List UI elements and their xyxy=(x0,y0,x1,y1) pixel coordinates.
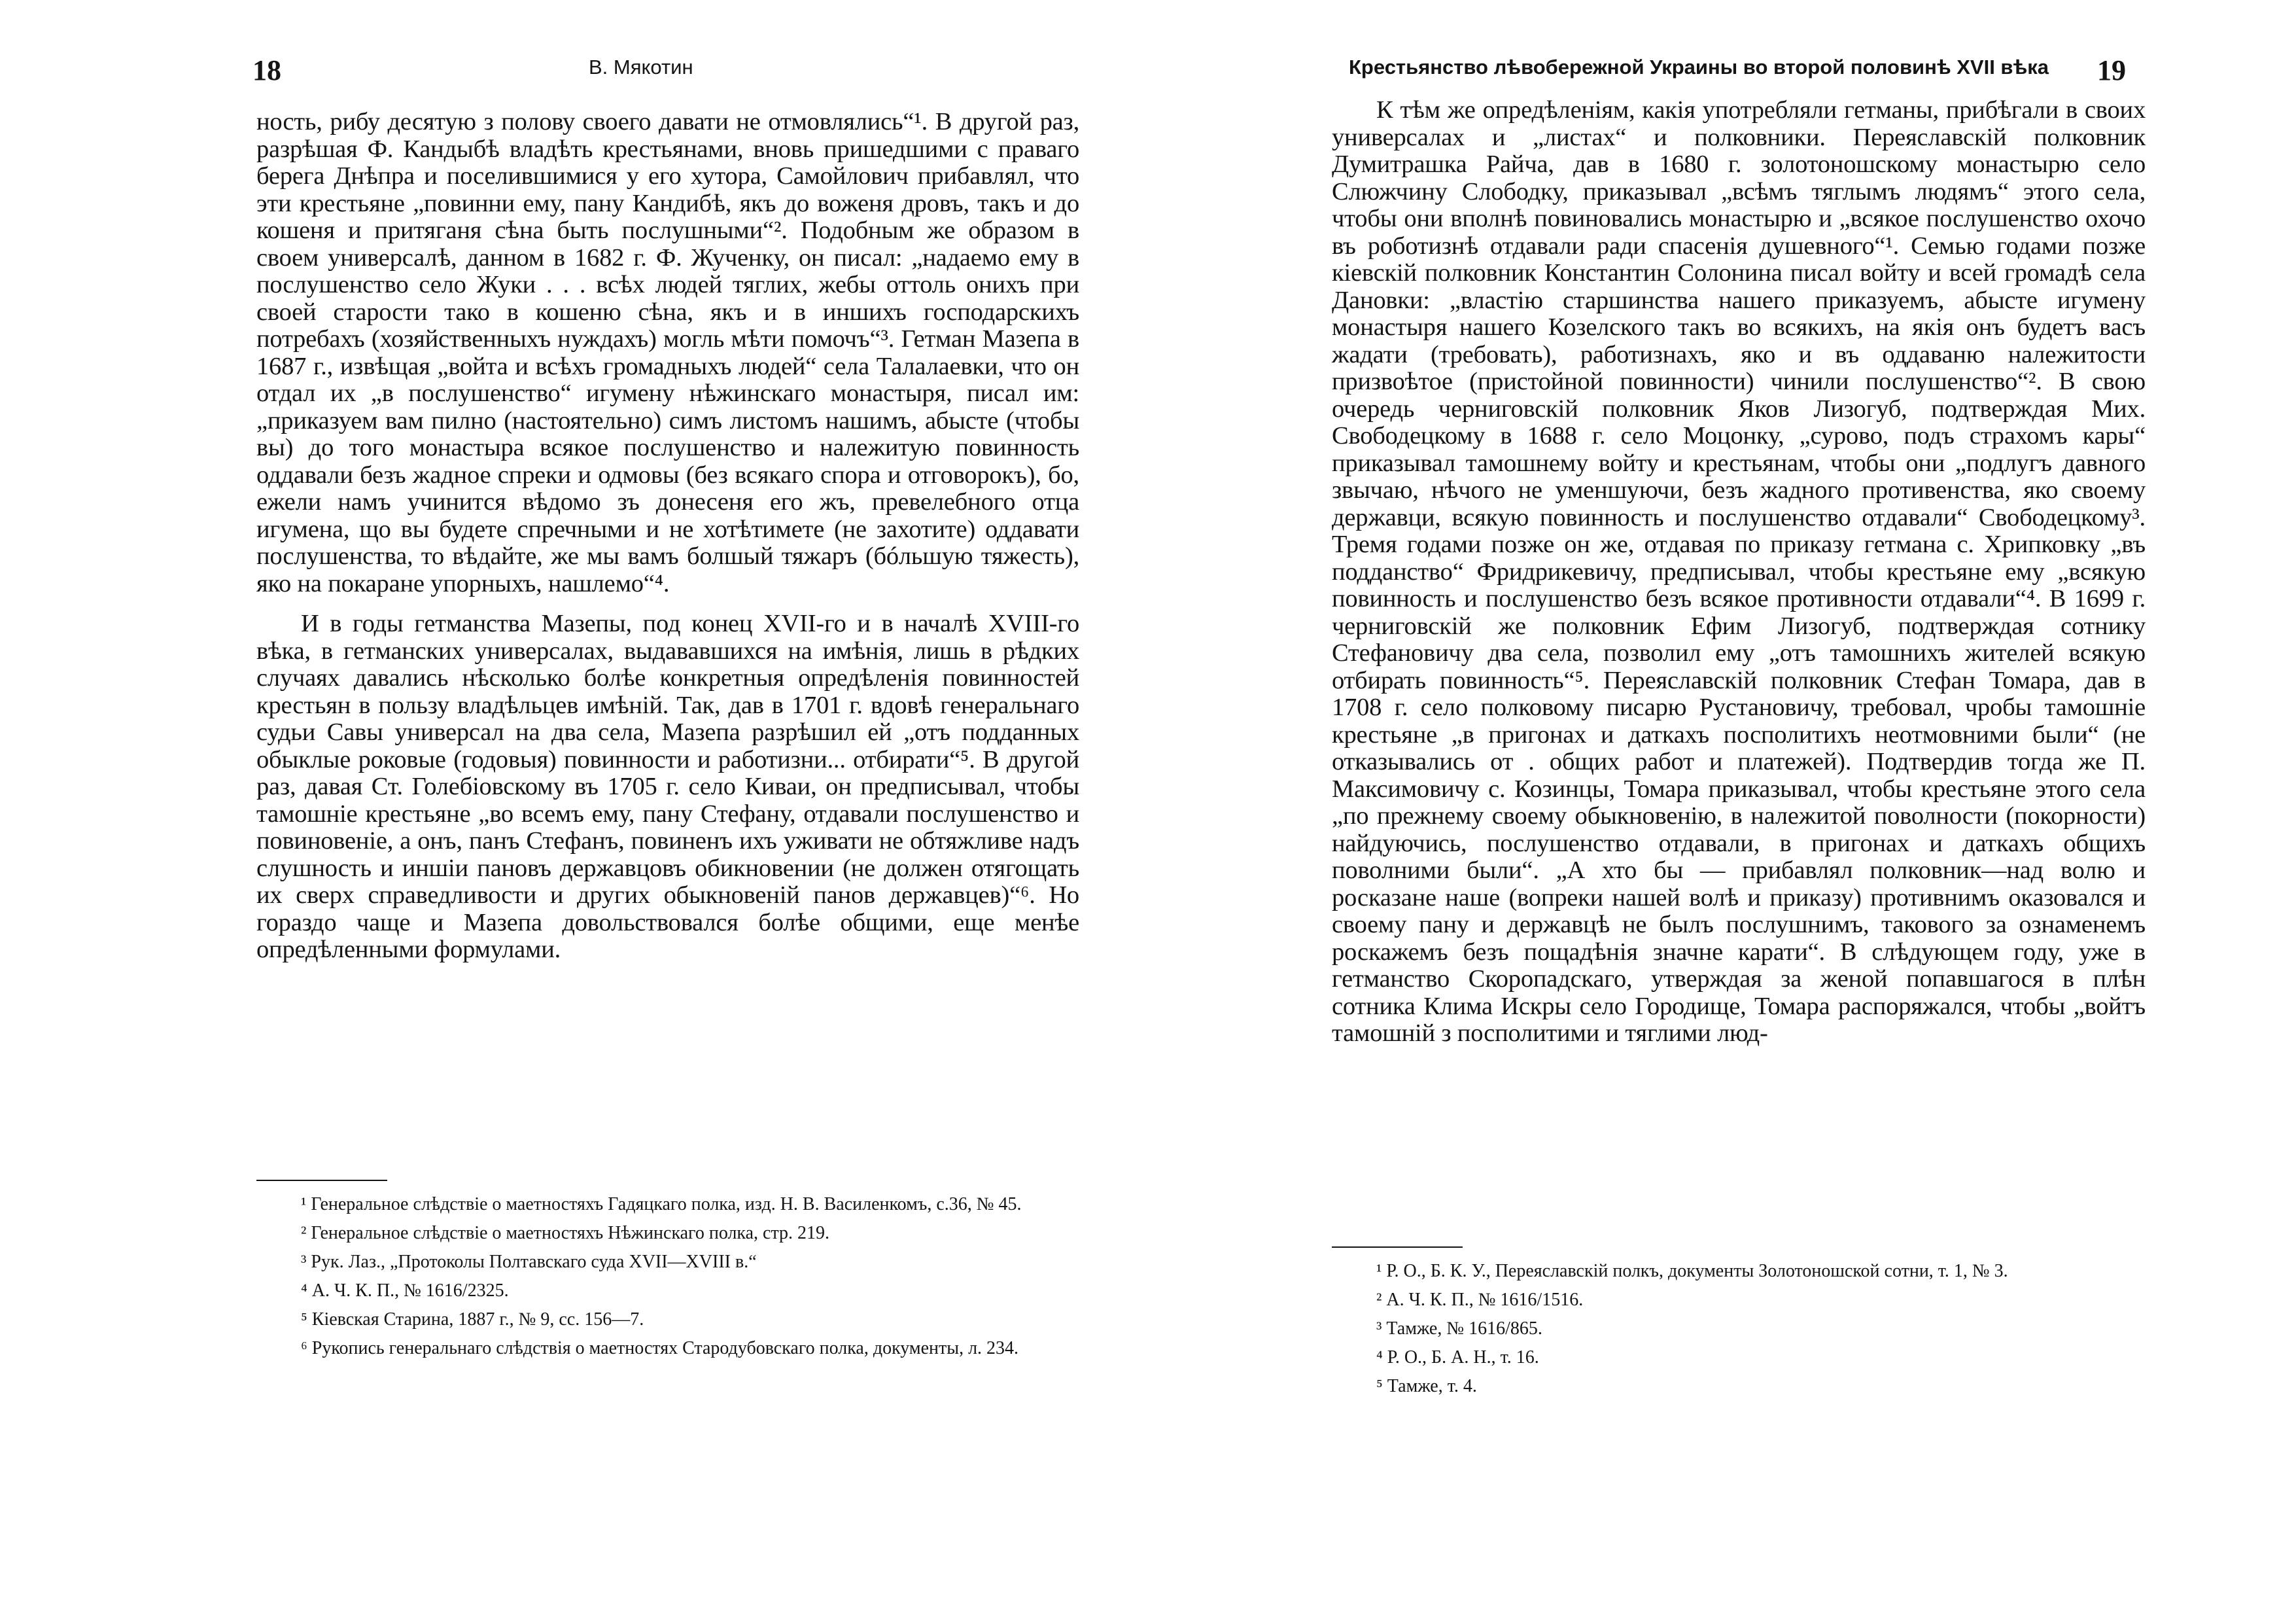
right-page xyxy=(1148,0,2296,1624)
footnote: ² Генеральное слѣдствіе о маетностяхъ Нѣжинскаго полка, стр. 219. xyxy=(301,1223,830,1243)
footnote: ¹ Р. О., Б. К. У., Переяславскій полкъ, документы Золотоношской сотни, т. 1, № 3. xyxy=(1376,1261,2008,1281)
footnote: ⁶ Рукопись генеральнаго слѣдствія о маетностях Стародубовскаго полка, документы, л. 234. xyxy=(301,1338,1019,1358)
page-number: 18 xyxy=(252,54,281,86)
footnote: ¹ Генеральное слѣдствіе о маетностяхъ Гадяцкаго полка, изд. Н. В. Василенкомъ, с.36, № 45. xyxy=(301,1194,1022,1214)
footnote-rule xyxy=(1332,1246,1463,1248)
footnotes xyxy=(256,1180,1079,1363)
paragraph: ность, рибу десятую з полову своего давати не отмовлялись“¹. В другой раз, разрѣшая Ф. Кандыбѣ владѣть крестьянами, вновь пришедшими с праваго берега Днѣпра и поселившимися у его хутора, Самойлович прибавлял, что эти крестьяне „повинни ему, пану Кандибѣ, якъ до воженя дровъ, такъ и до кошеня и притяганя сѣна быть послушными“². Подобным же образом в своем универсалѣ, данном в 1682 г. Ф. Жученку, он писал: „надаемо ему в послушенство село Жуки . . . всѣх людей тяглих, жебы оттоль онихъ при своей старости тако в кошеню сѣна, якъ и в иншихъ господарскихъ потребахъ (хозяйственныхъ нуждахъ) могль мѣти помочъ“³. Гетман Мазепа в 1687 г., извѣщая „войта и всѣхъ громадныхъ людей“ села Талалаевки, что он отдал их „в послушенство“ игумену нѣжинскаго монастыря, писал им: „приказуем вам пилно (настоятельно) симъ листомъ нашимъ, абысте (чтобы вы) до того монастыра всякое послушенство и належитую повинность оддавали безъ жадное спреки и одмовы (без всякаго спора и отговорокъ), бо, ежели намъ учинится вѣдомо зъ донесеня его жъ, превелебного отца игумена, що вы будете спречными и не хотѣтимете (не захотите) оддавати послушенства, то вѣдайте, же мы вамъ болшый тяжаръ (бóльшую тяжесть), яко на покаране упорныхъ, нашлемо“⁴. xyxy=(256,108,1079,597)
body-text xyxy=(256,109,1079,964)
footnote: ³ Рук. Лаз., „Протоколы Полтавскаго суда XVII—XVIII в.“ xyxy=(301,1252,757,1272)
running-head: В. Мякотин xyxy=(589,56,693,79)
footnote: ⁴ А. Ч. К. П., № 1616/2325. xyxy=(301,1280,509,1301)
footnote: ⁴ Р. О., Б. А. Н., т. 16. xyxy=(1376,1347,1539,1368)
footnote: ⁵ Тамже, т. 4. xyxy=(1376,1376,1477,1396)
page-number: 19 xyxy=(2097,54,2126,86)
footnote-rule xyxy=(256,1180,387,1181)
footnote: ⁵ Кіевская Старина, 1887 г., № 9, сс. 156—7. xyxy=(301,1309,644,1330)
paragraph: И в годы гетманства Мазепы, под конец XVII-го и в началѣ XVIII-го вѣка, в гетманских универсалах, выдававшихся на имѣнія, лишь в рѣдких случаях давались нѣсколько болѣе конкретныя опредѣленія повинностей крестьян в пользу владѣльцев имѣній. Так, дав в 1701 г. вдовѣ генеральнаго судьи Савы универсал на два села, Мазепа разрѣшил ей „отъ подданных обыклые роковые (годовыя) повинности и работизни... отбирати“⁵. В другой раз, давая Ст. Голебіовскому въ 1705 г. село Киваи, он предписывал, чтобы тамошніе крестьяне „во всемъ ему, пану Стефану, отдавали послушенство и повиновеніе, а онъ, панъ Стефанъ, повиненъ ихъ уживати не обтяжливе надъ слушность и иншіи пановъ державцовъ обикновении (не должен отягощать их сверх справедливости и других обыкновеній панов державцев)“⁶. Но гораздо чаще и Мазепа довольствовался болѣе общими, еще менѣе опредѣленными формулами. xyxy=(256,610,1079,963)
footnote: ² А. Ч. К. П., № 1616/1516. xyxy=(1376,1290,1584,1310)
paragraph: К тѣм же опредѣленіям, какія употребляли гетманы, прибѣгали в своих универсалах и „листах“ и полковники. Переяславскій полковник Думитрашка Райча, дав в 1680 г. золотоношскому монастырю село Слюжчину Слободку, приказывал „всѣмъ тяглымъ людямъ“ этого села, чтобы они вполнѣ повиновались монастырю и „всякое послушенство охочо въ роботизнѣ отдавали ради спасенія душевного“¹. Семью годами позже кіевскій полковник Константин Солонина писал войту и всей громадѣ села Дановки: „властію старшинства нашего приказуемъ, абысте игумену монастыря нашего Козелского такъ во всякихъ, на якія онъ будетъ васъ жадати (требовать), работизнахъ, яко и въ оддаваню належитости призвоѣтое (пристойной повинности) чинили послушенство“². В свою очередь черниговскій полковник Яков Лизогуб, подтверждая Мих. Свободецкому в 1688 г. село Моцонку, „сурово, подъ страхомъ кары“ приказывал тамошнему войту и крестьянам, чтобы они „подлугъ давного звычаю, нѣчого не уменшуючи, безъ жадного противенства, яко своему державци, всякую повинность и послушенство отдавали“ Свободецкому³. Тремя годами позже он же, отдавая по приказу гетмана с. Хрипковку „въ подданство“ Фридрикевичу, предписывал, чтобы крестьяне ему „всякую повинность и послушенство безъ всякое противности отдавали“⁴. В 1699 г. черниговскій же полковник Ефим Лизогуб, подтверждая сотнику Стефановичу два села, позволил ему „отъ тамошнихъ жителей всякую отбирать повинность“⁵. Переяславскій полковник Стефан Томара, дав в 1708 г. село полковому писарю Рустановичу, требовал, чробы тамошніе крестьяне „в пригонах и даткахъ посполитихъ неотмовними были“ (не отказывались от . общих работ и платежей). Подтвердив тогда же П. Максимовичу с. Козинцы, Томара приказывал, чтобы крестьяне этого села „по прежнему своему обыкновенію, в належитой поволности (покорности) найдуючись, послушенство отдавали, в пригонах и даткахъ общихъ поволними были“. „А хто бы — прибавлял полковник—над волю и росказане наше (вопреки нашей волѣ и приказу) противнимъ оказовался и своему пану и державцѣ не былъ послушнимъ, таковогo за ознаменемъ роскажемъ безъ пощадѣнія значне карати“. В слѣдующем году, уже в гетманство Скоропадскаго, утверждая за женой попавшагося в плѣн сотника Клима Искры село Городище, Томара распоряжался, чтобы „войтъ тамошній з посполитими и тяглими люд- xyxy=(1332,96,2146,1047)
footnotes xyxy=(1332,1246,2146,1401)
footnote: ³ Тамже, № 1616/865. xyxy=(1376,1318,1542,1339)
body-text xyxy=(1332,97,2146,1048)
running-head: Крестьянство лѣвобережной Украины во второй половинѣ XVII вѣка xyxy=(1349,56,2049,79)
